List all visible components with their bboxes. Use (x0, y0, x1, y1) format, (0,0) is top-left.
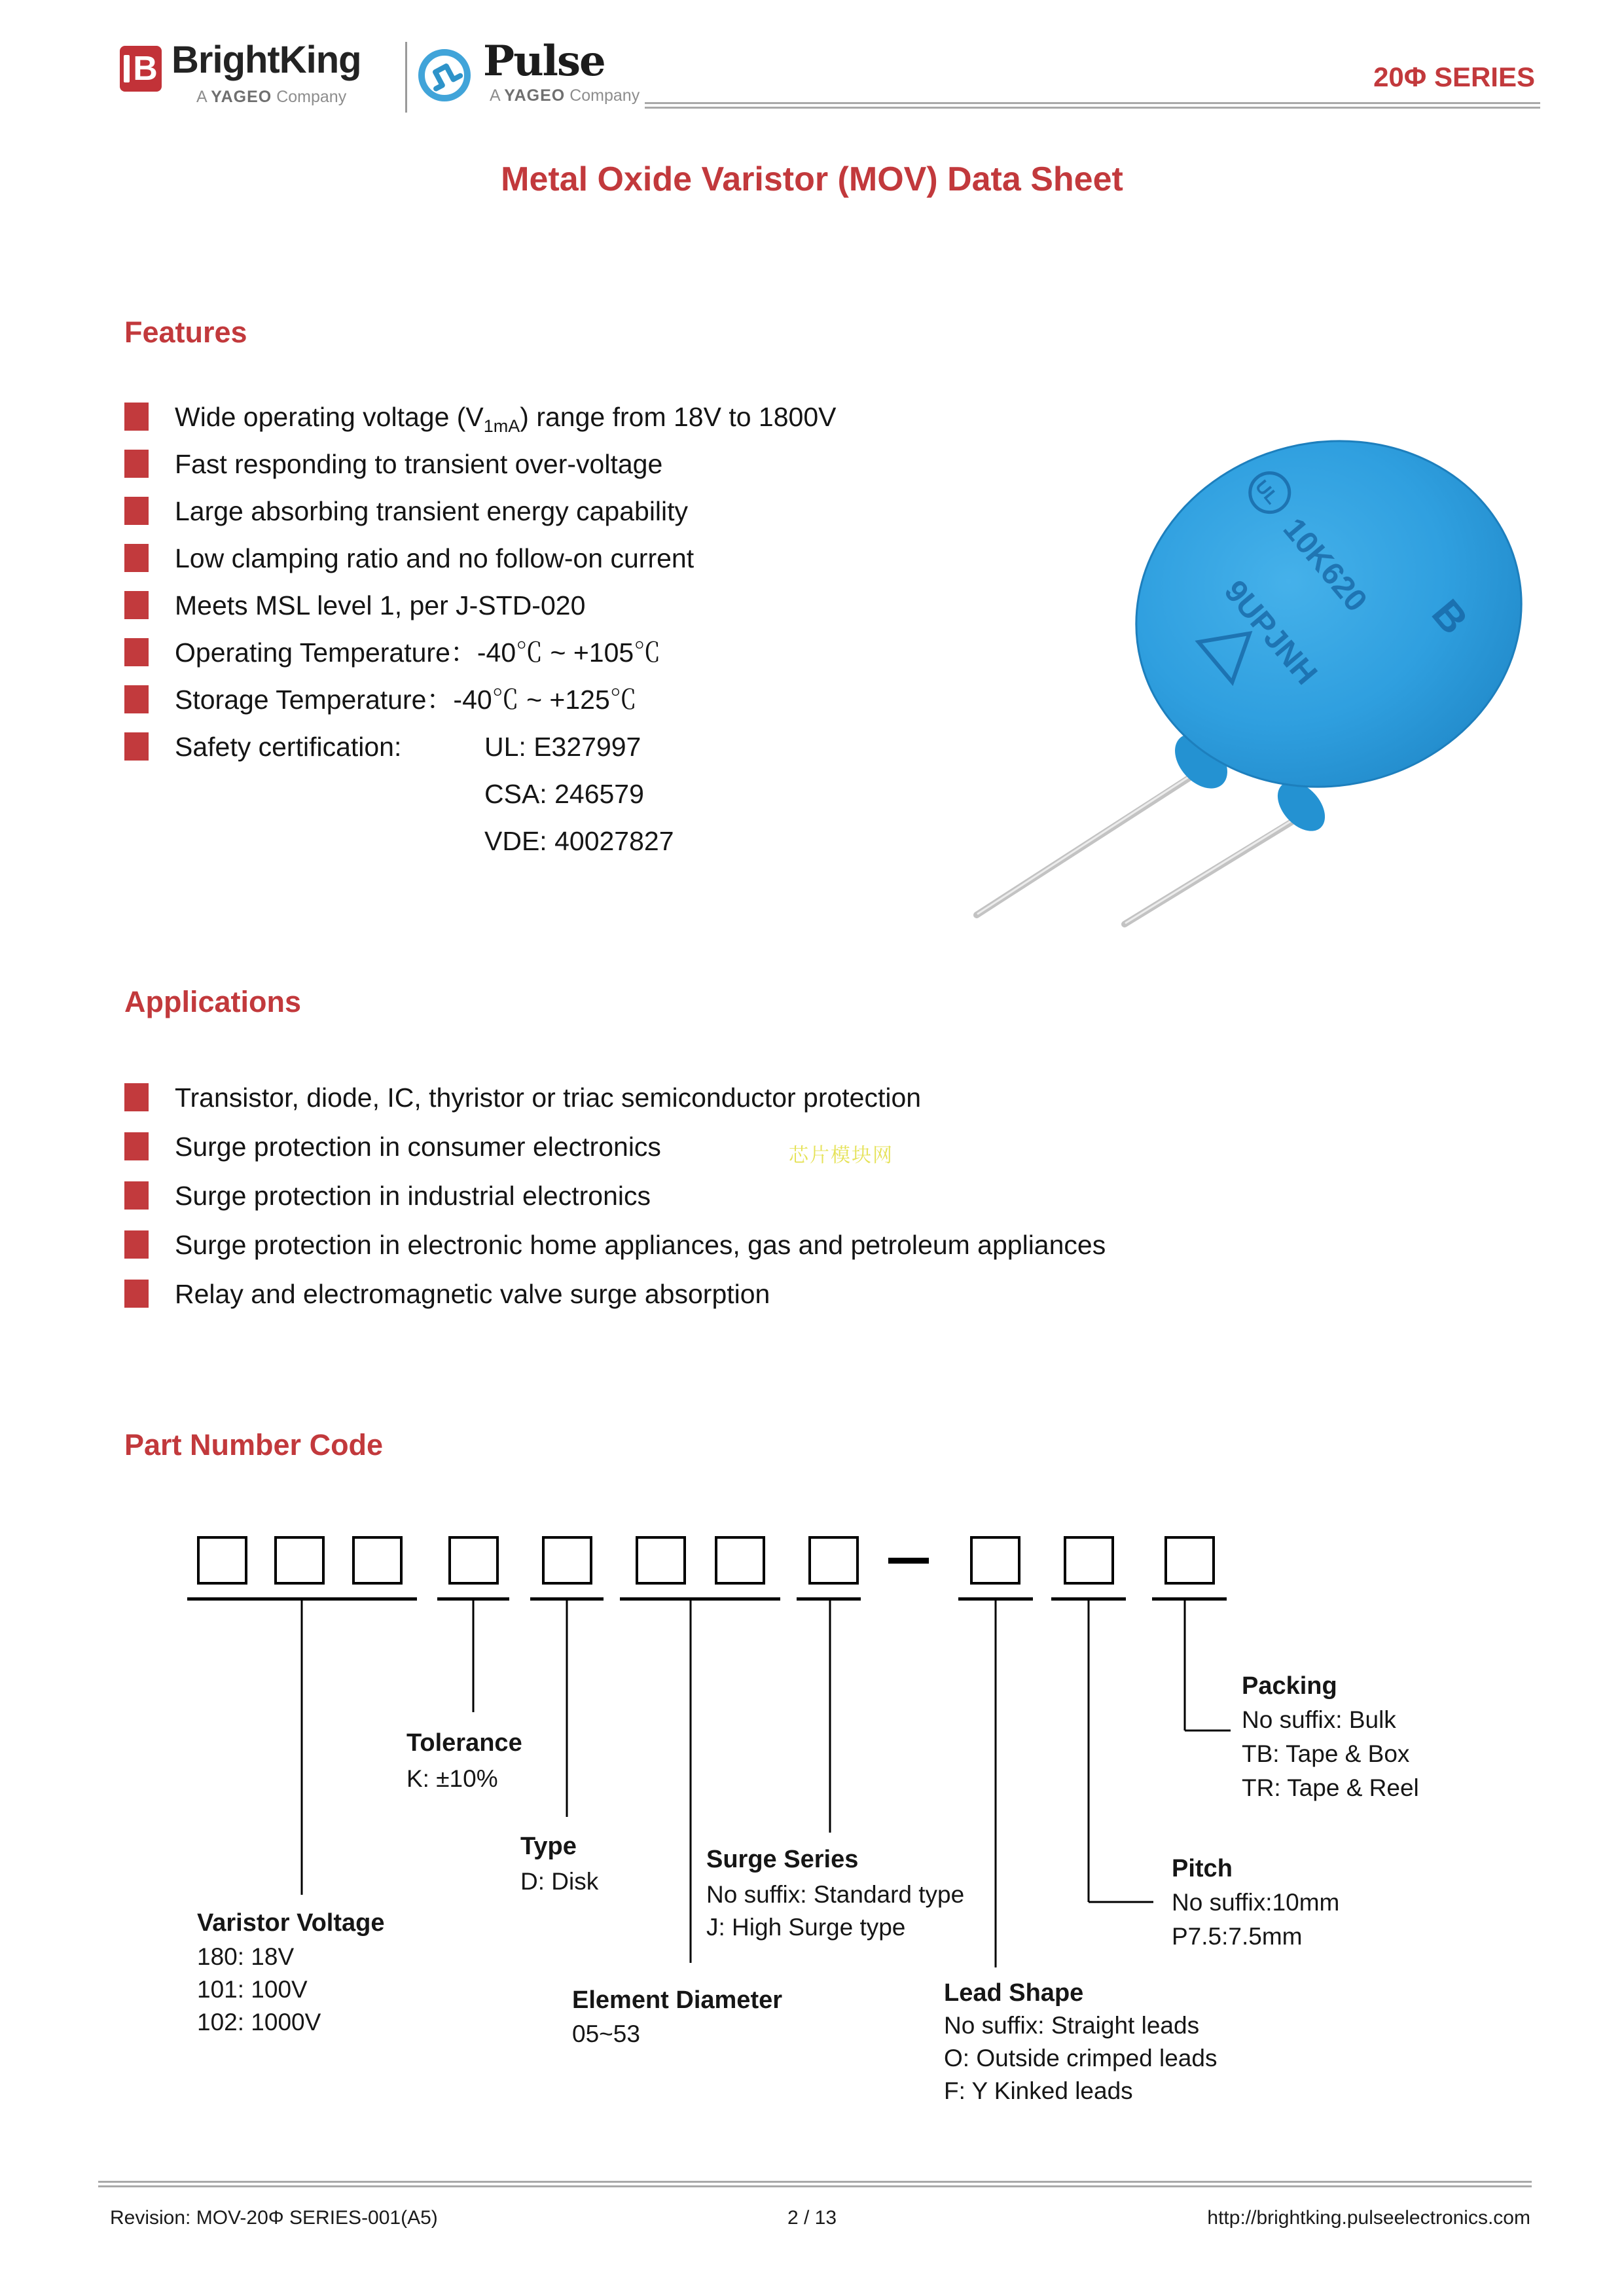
application-text: Surge protection in consumer electronics (175, 1132, 661, 1162)
feature-text-post: ) range from 18V to 1800V (520, 402, 837, 432)
label-varistor-voltage-option: 180: 18V (197, 1943, 295, 1970)
certification-ul: UL: E327997 (484, 732, 641, 762)
code-box (716, 1537, 764, 1583)
bullet-square-icon (124, 732, 149, 761)
code-box (1166, 1537, 1214, 1583)
footer-url: http://brightking.pulseelectronics.com (1207, 2207, 1530, 2229)
footer-rule (98, 2181, 1532, 2187)
label-element-diameter-title: Element Diameter (572, 1986, 783, 2014)
mov-disc (1099, 406, 1558, 827)
label-pitch-option: No suffix:10mm (1172, 1889, 1340, 1916)
lead-wire-highlight (1126, 816, 1300, 923)
applications-heading: Applications (124, 985, 302, 1018)
feature-text: Meets MSL level 1, per J-STD-020 (175, 590, 586, 620)
feature-item (124, 589, 585, 622)
brightking-tagline (196, 88, 346, 107)
label-pitch-title: Pitch (1172, 1855, 1233, 1882)
feature-text (175, 401, 836, 437)
bullet-square-icon (124, 1280, 149, 1308)
label-packing-option: No suffix: Bulk (1242, 1706, 1396, 1733)
tagline-company: Company (276, 88, 347, 106)
feature-text-pre: Wide operating voltage (V (175, 402, 484, 432)
label-varistor-voltage-option: 101: 100V (197, 1976, 308, 2003)
label-lead-shape-title: Lead Shape (944, 1979, 1084, 2007)
label-lead-shape-option: No suffix: Straight leads (944, 2012, 1200, 2039)
tagline-a: A (196, 88, 207, 106)
part-number-code-heading: Part Number Code (124, 1428, 384, 1462)
application-item (124, 1278, 770, 1310)
bullet-square-icon (124, 1083, 149, 1111)
code-box (276, 1537, 323, 1583)
ul-mark-text: UL (1251, 476, 1283, 508)
label-pitch-option: P7.5:7.5mm (1172, 1923, 1303, 1950)
certification-vde: VDE: 40027827 (484, 826, 674, 856)
bullet-square-icon (124, 544, 149, 572)
application-item (124, 1229, 1106, 1261)
part-number-diagram (0, 1505, 1624, 2160)
label-surge-series-title: Surge Series (706, 1846, 859, 1873)
label-type-title: Type (520, 1833, 577, 1860)
feature-item (124, 495, 688, 528)
feature-text: Operating Temperature：-40℃ ~ +105℃ (175, 637, 661, 668)
label-varistor-voltage-title: Varistor Voltage (197, 1909, 385, 1937)
label-lead-shape-option: F: Y Kinked leads (944, 2077, 1133, 2104)
label-surge-series-option: J: High Surge type (706, 1914, 906, 1941)
application-text: Relay and electromagnetic valve surge absorption (175, 1279, 770, 1309)
label-tolerance-option: K: ±10% (406, 1765, 498, 1792)
bullet-square-icon (124, 450, 149, 478)
feature-text-sub: 1mA (483, 416, 520, 436)
disc-code-mark: 9UPJNH (1217, 573, 1324, 692)
application-item (124, 1179, 651, 1212)
code-dash (888, 1558, 929, 1564)
code-box (1065, 1537, 1113, 1583)
label-lead-shape-option: O: Outside crimped leads (944, 2045, 1218, 2072)
code-box (637, 1537, 685, 1583)
series-label: 20Φ SERIES (1373, 62, 1535, 92)
feature-item (124, 542, 694, 575)
label-packing-title: Packing (1242, 1672, 1337, 1700)
bullet-square-icon (124, 638, 149, 666)
header-rule (645, 102, 1540, 109)
feature-text: Low clamping ratio and no follow-on current (175, 543, 695, 573)
features-heading: Features (124, 315, 247, 349)
code-box (450, 1537, 497, 1583)
label-surge-series-option: No suffix: Standard type (706, 1881, 965, 1908)
application-item (124, 1081, 921, 1114)
code-box (198, 1537, 246, 1583)
pulse-logo-icon (418, 48, 471, 102)
footer-page-number: 2 / 13 (787, 2207, 837, 2229)
tagline-company: Company (569, 86, 640, 105)
feature-text: Storage Temperature：-40℃ ~ +125℃ (175, 685, 637, 715)
pulse-wordmark: Pulse (483, 37, 605, 86)
brightking-logo-icon (120, 46, 162, 92)
lead-wire-highlight (978, 771, 1198, 914)
code-box (810, 1537, 857, 1583)
feature-item (124, 683, 637, 716)
feature-text: Fast responding to transient over-voltage (175, 449, 663, 479)
application-item (124, 1130, 661, 1163)
tagline-a: A (490, 86, 500, 105)
bullet-square-icon (124, 685, 149, 713)
feature-item (124, 448, 662, 480)
label-tolerance-title: Tolerance (406, 1729, 522, 1757)
label-type-option: D: Disk (520, 1868, 599, 1895)
bullet-square-icon (124, 497, 149, 525)
bullet-square-icon (124, 591, 149, 619)
feature-text: Large absorbing transient energy capability (175, 496, 689, 526)
watermark-text: 芯片模块网 (789, 1145, 893, 1166)
code-box (353, 1537, 401, 1583)
label-packing-option: TB: Tape & Box (1242, 1740, 1410, 1767)
logo-divider (405, 42, 407, 113)
application-text: Transistor, diode, IC, thyristor or triac semiconductor protection (175, 1083, 922, 1113)
bullet-square-icon (124, 1230, 149, 1259)
label-packing-option: TR: Tape & Reel (1242, 1774, 1419, 1801)
feature-item (124, 401, 836, 437)
feature-text: Safety certification: (175, 732, 402, 762)
pulse-tagline (490, 86, 640, 105)
application-text: Surge protection in electronic home appliances, gas and petroleum appliances (175, 1230, 1106, 1260)
application-text: Surge protection in industrial electronics (175, 1181, 651, 1211)
bullet-square-icon (124, 1181, 149, 1210)
tagline-yageo: YAGEO (211, 88, 272, 106)
varistor-product-image (936, 406, 1578, 929)
label-varistor-voltage-option: 102: 1000V (197, 2009, 321, 2036)
disc-code-mark: 10K620 (1276, 511, 1374, 619)
certification-csa: CSA: 246579 (484, 779, 644, 809)
code-box (971, 1537, 1019, 1583)
brightking-icon-letter: B (133, 50, 158, 88)
tagline-yageo: YAGEO (504, 86, 566, 105)
bullet-square-icon (124, 403, 149, 431)
bullet-square-icon (124, 1132, 149, 1160)
disc-brand-mark: B (1422, 591, 1477, 643)
code-box (543, 1537, 591, 1583)
feature-item (124, 730, 1041, 763)
label-element-diameter-option: 05~53 (572, 2020, 640, 2047)
brightking-icon-bar (124, 55, 130, 82)
feature-item (124, 636, 660, 669)
page-title: Metal Oxide Varistor (MOV) Data Sheet (501, 160, 1123, 198)
footer-revision: Revision: MOV-20Φ SERIES-001(A5) (110, 2207, 438, 2229)
brightking-wordmark: BrightKing (171, 39, 361, 81)
